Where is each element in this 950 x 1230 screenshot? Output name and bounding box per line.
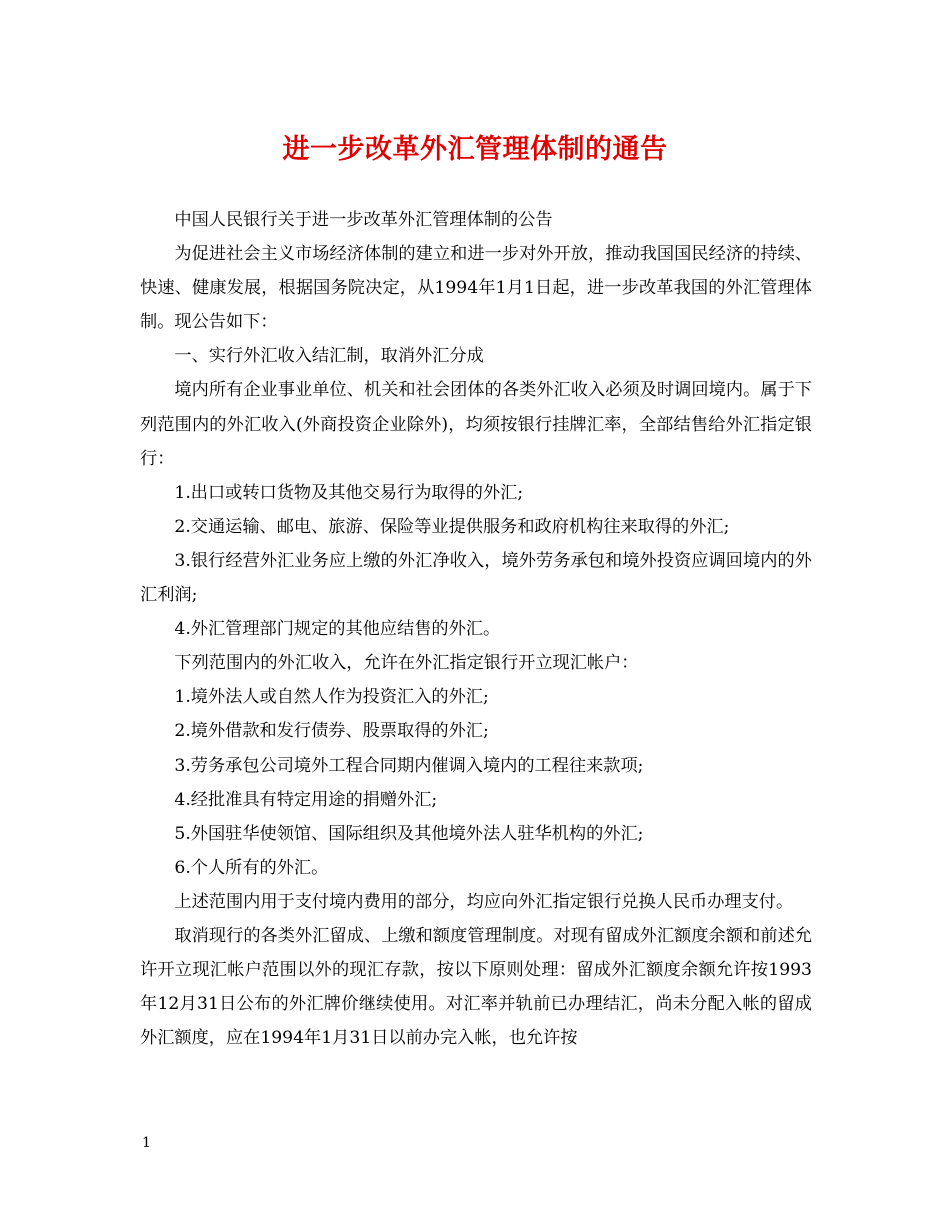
list-item: 3.银行经营外汇业务应上缴的外汇净收入，境外劳务承包和境外投资应调回境内的外汇利润; xyxy=(140,550,812,606)
paragraph: 下列范围内的外汇收入，允许在外汇指定银行开立现汇帐户： xyxy=(174,653,639,674)
paragraph: 中国人民银行关于进一步改革外汇管理体制的公告 xyxy=(174,210,553,230)
document-body xyxy=(140,203,812,1055)
paragraph: 取消现行的各类外汇留成、上缴和额度管理制度。对现有留成外汇额度余额和前述允许开立现汇帐户范围以外的现汇存款，按以下原则处理：留成外汇额度余额允许按1993年12月31日公布的外汇牌价继续使用。对汇率并轨前已办理结汇，尚未分配入帐的留成外汇额度，应在1994年1月31日以前办完入帐，也允许按 xyxy=(140,925,812,1049)
list-item: 6.个人所有的外汇。 xyxy=(174,857,329,878)
list-item: 1.出口或转口货物及其他交易行为取得的外汇; xyxy=(174,482,524,503)
document-title: 进一步改革外汇管理体制的通告 xyxy=(282,134,668,165)
list-item: 5.外国驻华使领馆、国际组织及其他境外法人驻华机构的外汇; xyxy=(174,823,644,844)
paragraph: 为促进社会主义市场经济体制的建立和进一步对外开放，推动我国国民经济的持续、快速、健康发展，根据国务院决定，从1994年1月1日起，进一步改革我国的外汇管理体制。现公告如下： xyxy=(140,244,812,333)
list-item: 4.外汇管理部门规定的其他应结售的外汇。 xyxy=(174,619,501,640)
paragraph: 境内所有企业事业单位、机关和社会团体的各类外汇收入必须及时调回境内。属于下列范围内的外汇收入(外商投资企业除外)，均须按银行挂牌汇率，全部结售给外汇指定银行： xyxy=(140,380,812,469)
list-item: 3.劳务承包公司境外工程合同期内催调入境内的工程往来款项; xyxy=(174,755,644,776)
page-number: 1 xyxy=(142,1135,151,1151)
list-item: 2.境外借款和发行债券、股票取得的外汇; xyxy=(174,721,489,742)
paragraph: 上述范围内用于支付境内费用的部分，均应向外汇指定银行兑换人民币办理支付。 xyxy=(174,891,794,912)
list-item: 2.交通运输、邮电、旅游、保险等业提供服务和政府机构往来取得的外汇; xyxy=(174,516,730,537)
paragraph: 一、实行外汇收入结汇制，取消外汇分成 xyxy=(174,346,484,367)
list-item: 4.经批准具有特定用途的捐赠外汇; xyxy=(174,789,438,810)
list-item: 1.境外法人或自然人作为投资汇入的外汇; xyxy=(174,687,489,708)
